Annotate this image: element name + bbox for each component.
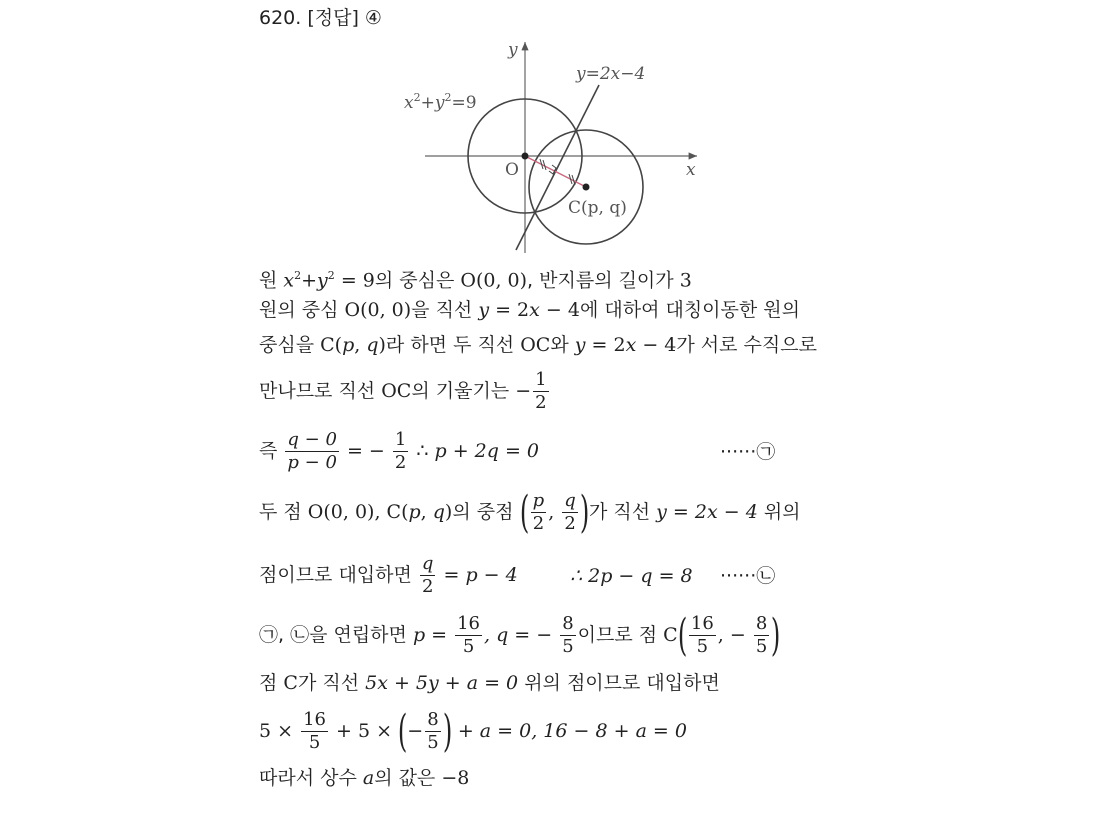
circle-label-y: y [434, 93, 445, 113]
l10-num1: 16 [303, 709, 326, 730]
l10-a: 5 × [259, 720, 300, 742]
l7-b: = p − 4 [437, 564, 518, 586]
l7-num: q [421, 553, 434, 574]
l3-k: = 2 [585, 334, 626, 356]
l3-p: p [342, 334, 355, 356]
l1-j: , 반지름의 길이가 [527, 269, 680, 292]
l5-b: = − [340, 440, 391, 462]
l8-num1: 16 [457, 613, 481, 634]
l10-rparen: ) [442, 705, 452, 757]
l9-c-point: C [283, 672, 298, 694]
l5-num1: q − 0 [287, 429, 337, 450]
circle-label-plus: + [420, 93, 435, 113]
l11-a-var: a [362, 767, 375, 789]
line-6 [259, 488, 801, 536]
l8-den2: 5 [562, 636, 574, 657]
point-c [583, 184, 590, 191]
l4-num: 1 [535, 369, 547, 390]
line-4 [259, 368, 551, 414]
l6-fraction-2 [562, 491, 578, 534]
l2-a: 원의 중심 [259, 299, 345, 321]
l1-x: x [283, 269, 295, 292]
answer-label: [정답] ④ [307, 7, 382, 29]
circle-label-eq: =9 [451, 93, 477, 113]
line-7 [259, 552, 518, 598]
l7-therefore: ∴ 2p − q = 8 [570, 565, 693, 587]
l8-num4: 8 [755, 613, 768, 634]
l5-num2: 1 [394, 429, 407, 450]
l7-den: 2 [421, 576, 434, 597]
l4-c: 의 기울기는 [411, 380, 516, 402]
l8-den4: 5 [755, 636, 768, 657]
l6-den1: 2 [532, 513, 545, 534]
l6-i: y = 2x − 4 [656, 501, 758, 523]
l8-b: p = [412, 624, 454, 646]
l6-h: 가 직선 [589, 501, 657, 523]
l2-h: 에 대하여 대칭이동한 원의 [579, 299, 800, 321]
l4-oc: OC [381, 380, 412, 402]
l6-lparen: ( [519, 486, 529, 538]
l10-fraction-2 [425, 710, 440, 753]
l3-y: y [574, 334, 586, 356]
l1-plus: + [301, 269, 318, 292]
line-1 [259, 264, 692, 292]
l8-den1: 5 [462, 636, 475, 657]
l1-h: 의 중심은 [374, 269, 461, 292]
l10-den2: 5 [427, 732, 439, 753]
l6-fraction-1 [531, 491, 547, 534]
l1-sq-x: 2 [294, 269, 302, 282]
l3-a: 중심을 [259, 334, 321, 356]
l3-n: 가 서로 수직으로 [676, 334, 817, 356]
circle-label-sq-1: 2 [413, 91, 421, 104]
l6-a: 두 점 [259, 501, 308, 523]
x-axis-label: x [686, 160, 696, 180]
l5-eq: p + 2q = 0 [434, 440, 539, 462]
circle-label-sq-2: 2 [444, 91, 452, 104]
l1-o: O(0, 0) [460, 269, 528, 292]
point-o [522, 153, 529, 160]
circle-label-x: x [404, 93, 414, 113]
line-label: y=2x−4 [576, 64, 646, 84]
l8-fraction-3 [689, 614, 716, 657]
l3-m: − 4 [636, 334, 677, 356]
l6-num2: q [564, 490, 576, 511]
l7-a: 점이므로 대입하면 [259, 564, 418, 586]
line-3 [259, 333, 817, 357]
l10-lparen: ( [397, 705, 408, 757]
l4-den: 2 [535, 392, 547, 413]
l6-rparen: ) [579, 486, 590, 538]
l5-a: 즉 [259, 440, 284, 462]
l9-eq: 5x + 5y + a = 0 [365, 672, 519, 694]
l6-p: p [408, 501, 421, 523]
circle-label [404, 91, 477, 113]
l4-minus: − [515, 380, 532, 402]
line-5 [259, 428, 539, 474]
l10-minus: − [407, 720, 424, 742]
l6-num1: p [532, 490, 545, 511]
figure [395, 35, 715, 260]
l8-lparen: ( [677, 609, 688, 661]
l7-fraction [420, 554, 436, 597]
origin-label: O [505, 160, 519, 180]
l8-a: ㉠, ㉡을 연립하면 [259, 624, 413, 646]
l2-e: = 2 [489, 299, 530, 321]
l8-num2: 8 [562, 613, 574, 634]
l5-den2: 2 [394, 452, 407, 473]
l10-fraction-1 [301, 710, 328, 753]
l2-g: − 4 [539, 299, 580, 321]
line-10 [259, 706, 687, 756]
l8-num3: 16 [690, 613, 714, 634]
l8-d: 이므로 점 [577, 624, 664, 646]
l3-q: q [366, 334, 379, 356]
line-9 [259, 671, 720, 695]
l8-fraction-4 [754, 614, 769, 657]
l3-b: C( [320, 334, 343, 356]
segment-oc [525, 156, 586, 187]
l8-f: , − [717, 624, 752, 646]
l3-f: ) [378, 334, 386, 356]
l3-oc: OC [520, 334, 551, 356]
l6-comma: , [548, 501, 561, 523]
l8-den3: 5 [696, 636, 709, 657]
l8-fraction-2 [560, 614, 575, 657]
l11-a: 따라서 상수 [259, 767, 363, 789]
l8-fraction-1 [455, 614, 482, 657]
l6-q: q [432, 501, 445, 523]
l5-den1: p − 0 [287, 452, 337, 473]
l6-d: , [420, 501, 433, 523]
l10-num2: 8 [427, 709, 439, 730]
l10-d: + a = 0, 16 − 8 + a = 0 [451, 720, 687, 742]
l4-a: 만나므로 직선 [259, 380, 382, 402]
line-8 [259, 610, 780, 660]
l6-f: ) [444, 501, 453, 523]
l8-rparen: ) [771, 609, 781, 661]
l11-c: 의 값은 [374, 767, 442, 789]
l2-y: y [478, 299, 490, 321]
l3-i: 와 [550, 334, 575, 356]
l3-x: x [625, 334, 637, 356]
l9-c: 가 직선 [297, 672, 366, 694]
tag-1: ······㉠ [720, 441, 776, 463]
l1-eq: = 9 [334, 269, 375, 292]
l6-j: 위의 [757, 501, 801, 523]
l6-g: 의 중점 [452, 501, 520, 523]
y-axis-label: y [508, 40, 518, 60]
l10-den1: 5 [308, 732, 321, 753]
l4-fraction [533, 370, 548, 413]
point-c-label: C(p, q) [568, 198, 627, 218]
l5-fraction-1 [285, 430, 339, 473]
l3-d: , [354, 334, 367, 356]
l5-therefore: ∴ [410, 440, 435, 462]
tag-2: ······㉡ [720, 565, 776, 587]
l6-den2: 2 [564, 513, 576, 534]
l3-g: 라 하면 두 직선 [385, 334, 521, 356]
line-11 [259, 766, 469, 790]
l11-answer: −8 [441, 767, 470, 789]
l8-c: , q = − [484, 624, 559, 646]
l9-e: 위의 점이므로 대입하면 [518, 672, 720, 694]
l2-x: x [529, 299, 540, 321]
l8-e: C [663, 624, 678, 646]
l1-sq-y: 2 [327, 269, 335, 282]
l2-o: O(0, 0) [344, 299, 412, 321]
l1-radius: 3 [679, 269, 692, 292]
l10-b: + 5 × [330, 720, 399, 742]
problem-number: 620. [259, 7, 302, 29]
problem-header [259, 6, 382, 30]
l6-b: O(0, 0), C( [307, 501, 409, 523]
l2-c: 을 직선 [411, 299, 479, 321]
l5-fraction-2 [393, 430, 408, 473]
line-2 [259, 298, 800, 322]
l1-a: 원 [259, 269, 284, 292]
l1-y: y [317, 269, 328, 292]
l9-a: 점 [259, 672, 284, 694]
